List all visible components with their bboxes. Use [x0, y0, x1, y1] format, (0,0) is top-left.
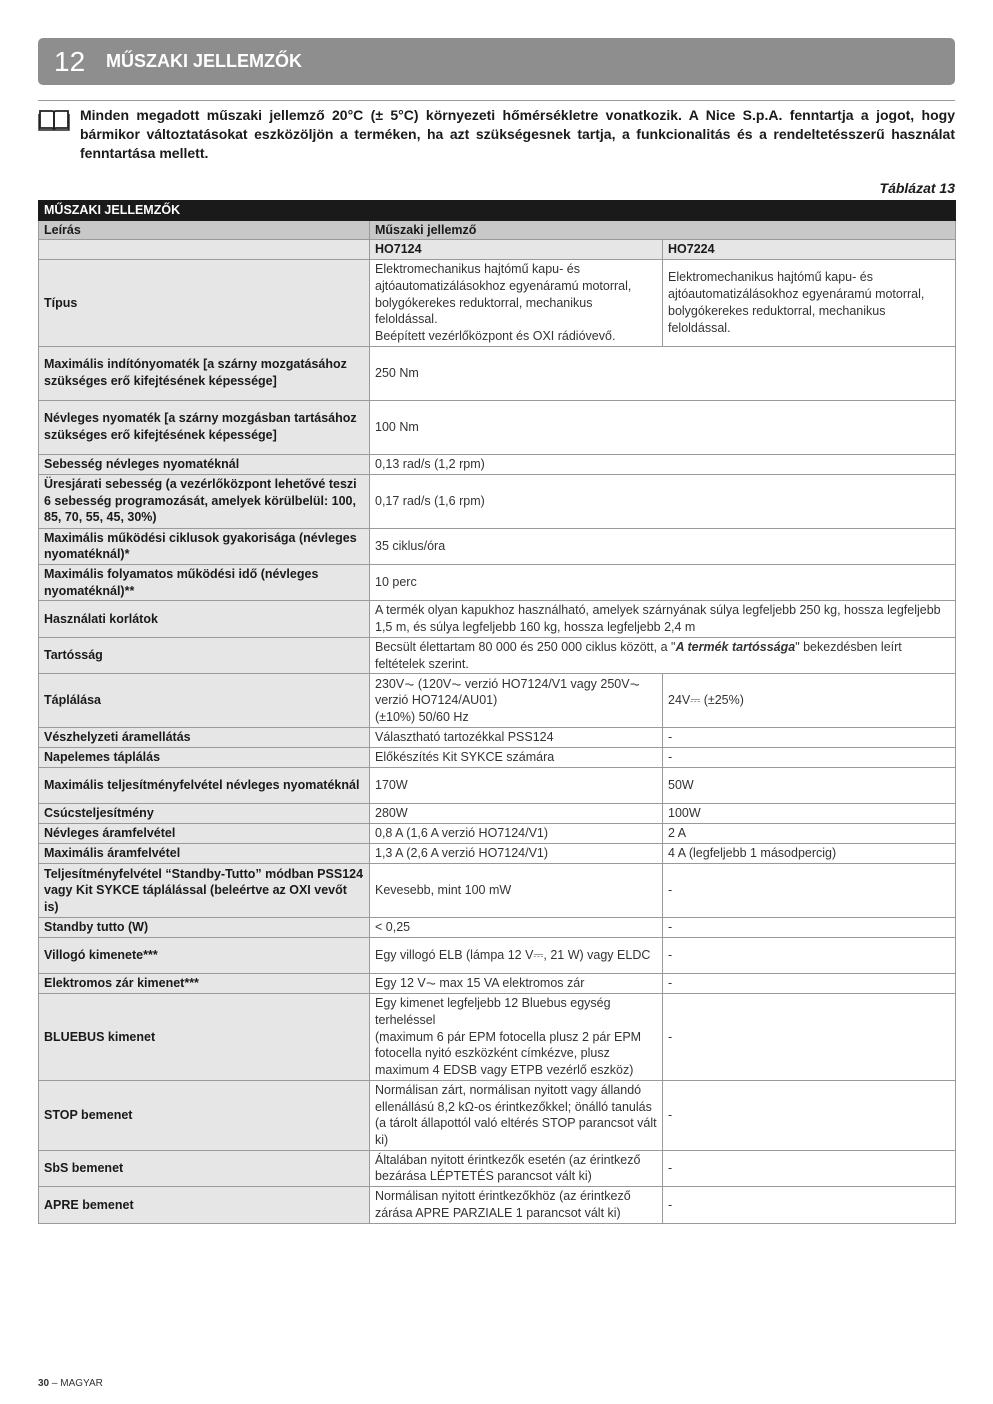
footer-language: – MAGYAR: [49, 1378, 103, 1389]
table-row: [39, 260, 956, 347]
row-value-ho7224: 100W: [663, 804, 956, 824]
row-value-ho7224: Elektromechanikus hajtómű kapu- és ajtóautomatizálásokhoz egyenáramú motorral, bolygókerekes reduktorral, mechanikus feloldással.: [663, 260, 956, 347]
row-value-ho7224: -: [663, 1080, 956, 1150]
row-value-both: 0,13 rad/s (1,2 rpm): [370, 454, 956, 474]
row-value-ho7224: -: [663, 974, 956, 994]
row-label: Névleges áramfelvétel: [39, 824, 370, 844]
row-label: Típus: [39, 260, 370, 347]
table-row: [39, 674, 956, 728]
row-value-ho7124: < 0,25: [370, 918, 663, 938]
row-value-ho7224: -: [663, 748, 956, 768]
table-row: [39, 824, 956, 844]
row-value-ho7124: Normálisan zárt, normálisan nyitott vagy állandó ellenállású 8,2 kΩ-os érintkezőkkel; önálló tanulás (a tárolt állapottól való eltérés STOP parancsot vált ki): [370, 1080, 663, 1150]
table-title-row: [39, 201, 956, 221]
row-value-both: 100 Nm: [370, 400, 956, 454]
open-book-icon: [38, 106, 80, 163]
table-row: [39, 346, 956, 400]
table-title: MŰSZAKI JELLEMZŐK: [39, 201, 956, 221]
page-number: 30: [38, 1378, 50, 1389]
value-text: " bekezdésben leírt feltételek szerint.: [375, 639, 902, 671]
row-label: SbS bemenet: [39, 1150, 370, 1186]
row-value-ho7124: 230V⏦ (120V⏦ verzió HO7124/V1 vagy 250V⏦ verzió HO7124/AU01) (±10%) 50/60 Hz: [370, 674, 663, 728]
table-row: [39, 1150, 956, 1186]
table-header-row: [39, 220, 956, 240]
row-label: Csúcsteljesítmény: [39, 804, 370, 824]
table-row: [39, 565, 956, 601]
table-row: [39, 400, 956, 454]
row-value-ho7124: 280W: [370, 804, 663, 824]
row-value-ho7224: -: [663, 1187, 956, 1223]
table-row: [39, 454, 956, 474]
row-value-ho7224: -: [663, 728, 956, 748]
note-text: Minden megadott műszaki jellemző 20°C (± 5°C) környezeti hőmérsékletre vonatkozik. A Nice S.p.A. fenntartja a jogot, hogy bármikor változtatásokat eszközöljön a terméken, ha azt szükségesnek tartja, a funkcionalitás és a rendeltetésszerű használat fenntartása mellett.: [80, 107, 955, 161]
table-row: [39, 748, 956, 768]
table-row: [39, 1080, 956, 1150]
row-value-ho7224: -: [663, 864, 956, 918]
section-header: [38, 38, 955, 85]
table-row: [39, 844, 956, 864]
row-label: Táplálása: [39, 674, 370, 728]
table-row: [39, 637, 956, 673]
row-label: Maximális folyamatos működési idő (névleges nyomatéknál)**: [39, 565, 370, 601]
col-header-description: Leírás: [39, 220, 370, 240]
row-value-ho7224: -: [663, 994, 956, 1081]
row-label: Maximális teljesítményfelvétel névleges nyomatéknál: [39, 768, 370, 804]
row-value-ho7124: 1,3 A (2,6 A verzió HO7124/V1): [370, 844, 663, 864]
spec-table: [38, 200, 956, 1224]
value-text: Becsült élettartam 80 000 és 250 000 ciklus között, a ": [375, 639, 676, 654]
row-value-ho7124: Egy kimenet legfeljebb 12 Bluebus egység terheléssel (maximum 6 pár EPM fotocella plusz 2 pár EPM fotocella nyitó eszközként címkézve, plusz maximum 4 EDSB vagy ETPB vezérlő eszköz): [370, 994, 663, 1081]
table-row: [39, 918, 956, 938]
row-label: Napelemes táplálás: [39, 748, 370, 768]
row-label: Maximális működési ciklusok gyakorisága (névleges nyomatéknál)*: [39, 528, 370, 564]
row-value-ho7124: Általában nyitott érintkezők esetén (az érintkező bezárása LÉPTETÉS parancsot vált ki): [370, 1150, 663, 1186]
row-value-ho7224: 2 A: [663, 824, 956, 844]
table-caption: Táblázat 13: [879, 180, 955, 196]
row-value-ho7224: 24V⎓ (±25%): [663, 674, 956, 728]
value-emphasis: A termék tartóssága: [675, 639, 796, 654]
row-value-ho7124: Kevesebb, mint 100 mW: [370, 864, 663, 918]
section-number: 12: [54, 45, 86, 77]
row-value-ho7124: Választható tartozékkal PSS124: [370, 728, 663, 748]
row-value-both: 0,17 rad/s (1,6 rpm): [370, 474, 956, 528]
row-label: Használati korlátok: [39, 601, 370, 637]
row-value-both: A termék olyan kapukhoz használható, amelyek szárnyának súlya legfeljebb 250 kg, hossza legfeljebb 1,5 m, és súlya legfeljebb 160 kg, hossza legfeljebb 2,4 m: [370, 601, 956, 637]
row-label: Vészhelyzeti áramellátás: [39, 728, 370, 748]
row-value-both: 250 Nm: [370, 346, 956, 400]
row-label: Üresjárati sebesség (a vezérlőközpont lehetővé teszi 6 sebesség programozását, amelyek körülbelül: 100, 85, 70, 55, 45, 30%): [39, 474, 370, 528]
model-header-ho7224: HO7224: [663, 240, 956, 260]
row-label: BLUEBUS kimenet: [39, 994, 370, 1081]
col-header-spec: Műszaki jellemző: [370, 220, 956, 240]
table-row: [39, 1187, 956, 1223]
row-label: APRE bemenet: [39, 1187, 370, 1223]
note-block: [38, 100, 955, 163]
page-footer: [38, 1378, 103, 1389]
row-label: Tartósság: [39, 637, 370, 673]
table-row: [39, 864, 956, 918]
row-value-ho7224: 50W: [663, 768, 956, 804]
row-value-both: 10 perc: [370, 565, 956, 601]
table-row: [39, 994, 956, 1081]
row-label: Maximális indítónyomaték [a szárny mozgatásához szükséges erő kifejtésének képessége]: [39, 346, 370, 400]
row-value-ho7124: 0,8 A (1,6 A verzió HO7124/V1): [370, 824, 663, 844]
row-label: Maximális áramfelvétel: [39, 844, 370, 864]
row-value-ho7224: -: [663, 938, 956, 974]
row-value-ho7124: Előkészítés Kit SYKCE számára: [370, 748, 663, 768]
row-label: Standby tutto (W): [39, 918, 370, 938]
row-value-ho7124: Egy villogó ELB (lámpa 12 V⎓, 21 W) vagy ELDC: [370, 938, 663, 974]
model-header-ho7124: HO7124: [370, 240, 663, 260]
row-label: Elektromos zár kimenet***: [39, 974, 370, 994]
section-title: MŰSZAKI JELLEMZŐK: [106, 51, 302, 71]
row-value-ho7124: 170W: [370, 768, 663, 804]
row-value-ho7224: -: [663, 1150, 956, 1186]
table-row: [39, 938, 956, 974]
row-value-both: 35 ciklus/óra: [370, 528, 956, 564]
row-value-ho7224: -: [663, 918, 956, 938]
row-label: Villogó kimenete***: [39, 938, 370, 974]
table-row: [39, 804, 956, 824]
row-value-ho7124: Normálisan nyitott érintkezőkhöz (az érintkező zárása APRE PARZIALE 1 parancsot vált ki): [370, 1187, 663, 1223]
row-label: STOP bemenet: [39, 1080, 370, 1150]
table-row: [39, 728, 956, 748]
row-value-ho7124: Elektromechanikus hajtómű kapu- és ajtóautomatizálásokhoz egyenáramú motorral, bolygókerekes reduktorral, mechanikus feloldással. Beépített vezérlőközpont és OXI rádióvevő.: [370, 260, 663, 347]
table-row: [39, 528, 956, 564]
row-value-ho7124: Egy 12 V⏦ max 15 VA elektromos zár: [370, 974, 663, 994]
table-row: [39, 474, 956, 528]
row-label: Teljesítményfelvétel “Standby-Tutto” módban PSS124 vagy Kit SYKCE táplálással (beleértve az OXI vevőt is): [39, 864, 370, 918]
model-header-row: [39, 240, 956, 260]
row-value-both: [370, 637, 956, 673]
table-row: [39, 768, 956, 804]
model-header-empty: [39, 240, 370, 260]
row-label: Névleges nyomaték [a szárny mozgásban tartásához szükséges erő kifejtésének képessége]: [39, 400, 370, 454]
row-label: Sebesség névleges nyomatéknál: [39, 454, 370, 474]
row-value-ho7224: 4 A (legfeljebb 1 másodpercig): [663, 844, 956, 864]
table-row: [39, 601, 956, 637]
table-row: [39, 974, 956, 994]
